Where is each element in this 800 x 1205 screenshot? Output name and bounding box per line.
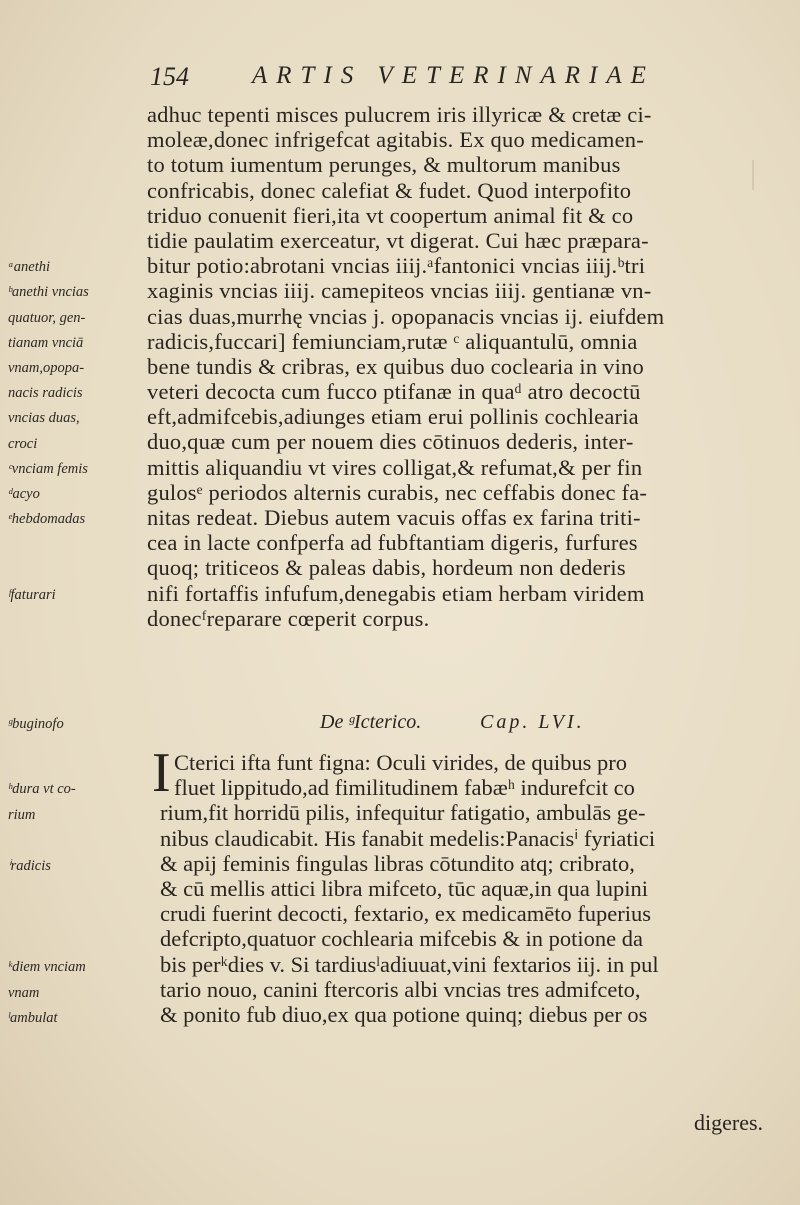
margin-note: rium: [8, 806, 36, 823]
text-line: tario nouo, canini ftercoris albi vncias tres admifceto,: [160, 976, 641, 1002]
drop-cap: I: [152, 742, 171, 804]
margin-note: ᵇanethi vncias: [8, 284, 89, 301]
text-line: eft,admifcebis,adiunges etiam erui pollinis cochlearia: [147, 404, 639, 430]
margin-note: vnam: [8, 984, 40, 1001]
text-line: Cterici ifta funt figna: Oculi virides, de quibus pro: [174, 750, 628, 775]
margin-note: ᵈacyo: [8, 486, 40, 502]
text-line: cias duas,murrhę vncias j. opopanacis vncias ij. eiufdem: [147, 303, 665, 329]
text-line: nitas redeat. Diebus autem vacuis offas ex farina triti-: [147, 505, 641, 530]
margin-note: croci: [8, 435, 38, 452]
margin-note: vnam,opopa-: [8, 360, 85, 376]
margin-note: nacis radicis: [8, 385, 83, 402]
text-line: moleæ,donec infrigefcat agitabis. Ex quo medicamen-: [147, 127, 644, 153]
text-line: gulosᵉ periodos alternis curabis, nec ceffabis donec fa-: [147, 479, 648, 505]
text-line: cea in lacte confperfa ad fubftantiam digeris, furfures: [147, 530, 638, 556]
margin-note: ˡambulat: [8, 1010, 58, 1026]
text-line: confricabis, donec calefiat & fudet. Quod interpofito: [147, 177, 632, 203]
text-line: & apij feminis fingulas libras cōtundito atq; cribrato,: [160, 850, 635, 876]
margin-note: ʰdura vt co-: [8, 781, 76, 798]
text-line: donecᶠreparare cœperit corpus.: [147, 605, 430, 631]
chapter-number: Cap. LVI.: [480, 711, 585, 733]
margin-note: quatuor, gen-: [8, 309, 86, 326]
text-line: duo,quæ cum per nouem dies cōtinuos dederis, inter-: [147, 429, 634, 455]
text-line: & ponito fub diuo,ex qua potione quinq; diebus per os: [160, 1001, 648, 1027]
margin-note: ᵍbuginofo: [8, 716, 64, 732]
chapter-heading: [320, 711, 585, 734]
main-text-block-1: [147, 102, 767, 631]
text-line: nifi fortaffis infufum,denegabis etiam herbam viridem: [147, 580, 645, 606]
text-line: bitur potio:abrotani vncias iiij.ᵃfantonici vncias iiij.ᵇtri: [147, 253, 646, 279]
margin-note: ᶠfaturari: [8, 586, 56, 603]
text-line: & cū mellis attici libra mifceto, tūc aquæ,in qua lupini: [160, 875, 649, 901]
folio-number: 154: [150, 62, 189, 91]
text-line: defcripto,quatuor cochlearia mifcebis & in potione da: [160, 926, 643, 952]
text-line: nibus claudicabit. His fanabit medelis:Panacisⁱ fyriatici: [160, 825, 656, 851]
margin-note: ᵃanethi: [8, 259, 51, 276]
margin-note: ᵉhebdomadas: [8, 511, 86, 528]
text-line: triduo conuenit fieri,ita vt coopertum animal fit & co: [147, 202, 634, 228]
text-line: bene tundis & cribras, ex quibus duo coclearia in vino: [147, 353, 644, 379]
text-line: radicis,fuccari] femiunciam,rutæ ᶜ aliquantulū, omnia: [147, 328, 638, 354]
text-line: mittis aliquandiu vt vires colligat,& refumat,& per fin: [147, 454, 643, 480]
margin-note: ᶜvnciam femis: [8, 460, 88, 477]
text-line: to totum iumentum perunges, & multorum manibus: [147, 152, 621, 178]
text-line: tidie paulatim exerceatur, vt digerat. Cui hæc præpara-: [147, 227, 649, 253]
text-line: quoq; triticeos & paleas dabis, hordeum non dederis: [147, 555, 626, 581]
text-line: adhuc tepenti misces pulucrem iris illyricæ & cretæ ci-: [147, 102, 652, 127]
text-line: rium,fit horridū pilis, infequitur fatigatio, ambulās ge-: [160, 800, 646, 826]
pencil-mark: [752, 160, 754, 190]
margin-note: ᵏdiem vnciam: [8, 959, 86, 976]
running-title: ARTIS VETERINARIAE: [252, 62, 655, 89]
text-line: veteri decocta cum fucco ptifanæ in quaᵈ atro decoctū: [147, 379, 641, 405]
page-header: [150, 62, 770, 98]
text-line: bis perᵏdies v. Si tardiusˡadiuuat,vini fextarios iij. in pul: [160, 951, 659, 977]
catchword: digeres.: [694, 1110, 764, 1135]
margin-note: tianam vnciā: [8, 334, 84, 351]
text-line: xaginis vncias iiij. camepiteos vncias iiij. gentianæ vn-: [147, 278, 652, 304]
text-line: crudi fuerint decocti, fextario, ex medicamēto fuperius: [160, 901, 652, 927]
margin-note: ⁱradicis: [8, 857, 51, 874]
main-text-block-2: [160, 750, 770, 1027]
chapter-title: De ᵍIcterico.: [320, 711, 422, 733]
text-line: fluet lippitudo,ad fimilitudinem fabæʰ indurefcit co: [174, 775, 635, 801]
margin-note: vncias duas,: [8, 410, 80, 427]
